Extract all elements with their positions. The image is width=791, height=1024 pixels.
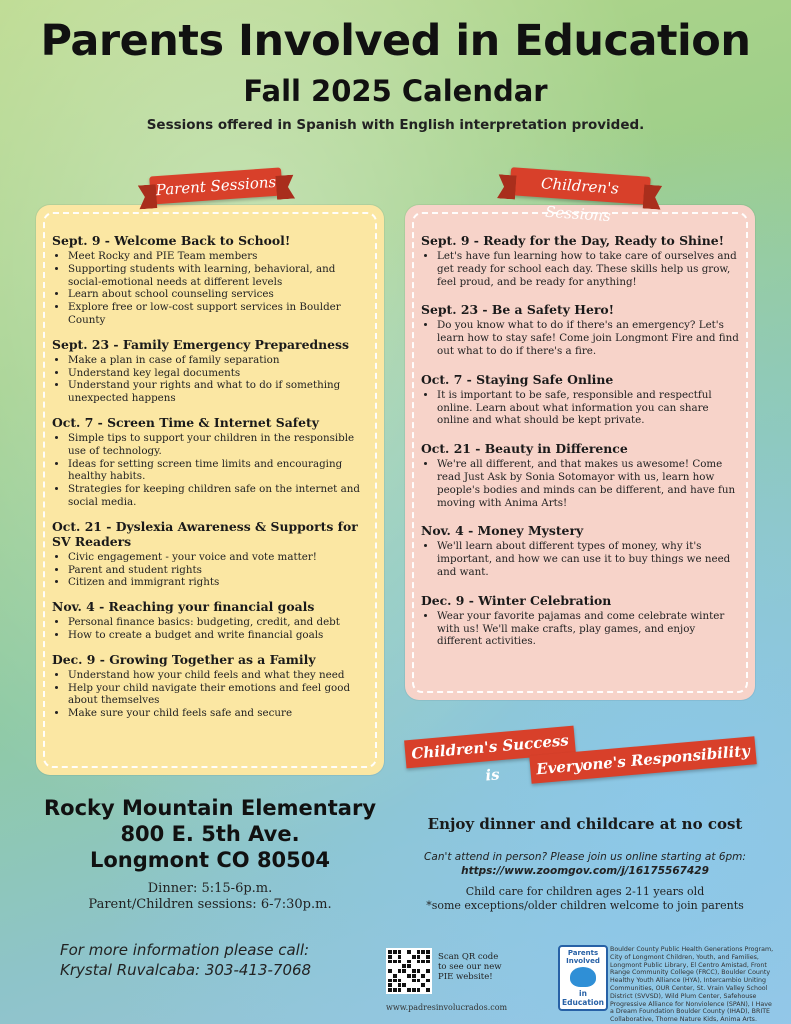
success-banner-line1: Children's Success is <box>404 726 576 769</box>
online-info <box>405 850 765 878</box>
parent-session <box>52 415 368 509</box>
child-session-items <box>421 610 739 648</box>
parent-session-title: Oct. 21 - Dyslexia Awareness & Supports for SV Readers <box>52 518 358 549</box>
parent-sessions-panel <box>36 205 384 775</box>
child-session-items <box>421 250 739 288</box>
parent-session-item: • Civic engagement - your voice and vote matter! <box>68 551 368 564</box>
dinner-time: Dinner: 5:15-6p.m. <box>147 881 273 896</box>
pie-logo <box>558 945 608 1011</box>
location-block <box>20 795 400 913</box>
logo-text-bottom: in Education <box>562 989 604 1007</box>
parent-session-item: • Simple tips to support your children in the responsible use of technology. <box>68 432 368 458</box>
parent-session-item: • Learn about school counseling services <box>68 288 368 301</box>
child-session-title: Sept. 23 - Be a Safety Hero! <box>421 302 615 318</box>
children-sessions-panel <box>405 205 755 700</box>
child-session-item: • Do you know what to do if there's an emergency? Let's learn how to stay safe! Come join Longmont Fire and find out what to do if there's a fire. <box>437 319 739 357</box>
child-session-items <box>421 319 739 357</box>
parent-session-item: • Explore free or low-cost support services in Boulder County <box>68 301 368 327</box>
parent-session-item: • Citizen and immigrant rights <box>68 576 368 589</box>
zoom-link[interactable]: https://www.zoomgov.com/j/16175567429 <box>461 865 709 877</box>
child-session <box>421 441 739 509</box>
parent-session-title: Sept. 23 - Family Emergency Preparedness <box>52 336 349 352</box>
parent-session-item: • Parent and student rights <box>68 564 368 577</box>
school-street: 800 E. 5th Ave. <box>120 822 300 846</box>
child-session-title: Sept. 9 - Ready for the Day, Ready to Shine! <box>421 233 725 248</box>
logo-text-top: Parents Involved <box>566 949 600 965</box>
parent-session-items <box>52 354 368 405</box>
child-session-item: • We'll learn about different types of money, why it's important, and how we can use it to buy things we need and want. <box>437 540 739 578</box>
parent-session-item: • Ideas for setting screen time limits and encouraging healthy habits. <box>68 458 368 484</box>
parent-session-items <box>52 669 368 720</box>
children-sessions-ribbon: Children's Sessions <box>509 167 651 205</box>
logo-shape-icon <box>570 967 596 987</box>
parent-session-items <box>52 616 368 642</box>
child-session <box>421 593 739 648</box>
child-session-item: • Let's have fun learning how to take care of ourselves and get ready for school each day. These skills help us grow, feel proud, and be ready for anything! <box>437 250 739 288</box>
contact-line-1: For more information please call: <box>60 941 310 959</box>
childcare-line-1: Child care for children ages 2-11 years old <box>465 885 705 898</box>
childcare-info <box>405 885 765 913</box>
child-session-item: • It is important to be safe, responsible and respectful online. Learn about what information you can share online and what should be kept private. <box>437 389 739 427</box>
parent-session-item: • Understand how your child feels and what they need <box>68 669 368 682</box>
child-session-items <box>421 540 739 578</box>
child-session-title: Dec. 9 - Winter Celebration <box>421 592 612 608</box>
session-time: Parent/Children sessions: 6-7:30p.m. <box>88 897 332 912</box>
parent-session-items <box>52 432 368 509</box>
page-title: Parents Involved in Education <box>40 16 751 66</box>
parent-session-title: Oct. 7 - Screen Time & Internet Safety <box>52 414 319 430</box>
parent-session-title: Sept. 9 - Welcome Back to School! <box>52 233 291 248</box>
child-session-title: Oct. 21 - Beauty in Difference <box>421 441 628 457</box>
parent-session <box>52 599 368 642</box>
child-session-item: • Wear your favorite pajamas and come celebrate winter with us! We'll make crafts, play games, and enjoy different activities. <box>437 610 739 648</box>
child-session <box>421 372 739 427</box>
parent-session-item: • Supporting students with learning, behavioral, and social-emotional needs at different levels <box>68 263 368 289</box>
partner-list: Boulder County Public Health Generations Program, City of Longmont Children, Youth, and Families, Longmont Public Library, El Centro Amistad, Front Range Community College (FRCC), Boulder County Healthy Youth Alliance (HYA), Intercambio Uniting Communities, OUR Center, St. Vrain Valley School District (SVVSD), Wild Plum Center, Safehouse Progressive Alliance for Nonviolence (SPAN), I Have a Dream Foundation Boulder County (IHAD), BRITE Collaborative, Thorne Nature Kids, Anima Arts. <box>610 946 774 1024</box>
qr-caption: Scan QR code to see our new PIE website! <box>438 952 502 982</box>
parent-session-item: • Make sure your child feels safe and secure <box>68 707 368 720</box>
contact-line-2: Krystal Ruvalcaba: 303-413-7068 <box>60 961 312 979</box>
parent-session <box>52 519 368 589</box>
qr-code[interactable] <box>386 948 432 994</box>
child-session-items <box>421 458 739 509</box>
success-banner-line2: Everyone's Responsibility <box>529 736 757 784</box>
parent-session-items <box>52 250 368 327</box>
parent-session-item: • Personal finance basics: budgeting, credit, and debt <box>68 616 368 629</box>
parent-session-items <box>52 551 368 589</box>
parent-session-item: • Understand your rights and what to do if something unexpected happens <box>68 379 368 405</box>
page-subtitle: Fall 2025 Calendar <box>243 74 548 108</box>
child-session <box>421 302 739 357</box>
parent-session <box>52 337 368 405</box>
parent-session <box>52 233 368 327</box>
parent-session-title: Nov. 4 - Reaching your financial goals <box>52 599 315 615</box>
child-session-items <box>421 389 739 427</box>
childcare-line-2: *some exceptions/older children welcome to join parents <box>426 899 744 912</box>
parent-session-item: • Meet Rocky and PIE Team members <box>68 250 368 263</box>
online-prompt: Can't attend in person? Please join us online starting at 6pm: <box>424 851 746 863</box>
child-session-item: • We're all different, and that makes us awesome! Come read Just Ask by Sonia Sotomayor with us, learn how people's bodies and minds can be different, and have fun moving with Anima Arts! <box>437 458 739 509</box>
child-session <box>421 523 739 578</box>
contact-info <box>60 940 370 980</box>
website-url[interactable]: www.padresinvolucrados.com <box>386 1003 508 1012</box>
parent-session-item: • Strategies for keeping children safe on the internet and social media. <box>68 483 368 509</box>
parent-session <box>52 652 368 720</box>
school-city: Longmont CO 80504 <box>89 848 331 872</box>
parent-session-item: • Understand key legal documents <box>68 367 368 380</box>
parent-sessions-ribbon: Parent Sessions <box>149 167 283 204</box>
parent-session-title: Dec. 9 - Growing Together as a Family <box>52 651 316 667</box>
child-session-title: Oct. 7 - Staying Safe Online <box>421 371 614 387</box>
parent-session-item: • Make a plan in case of family separation <box>68 354 368 367</box>
school-name: Rocky Mountain Elementary <box>43 796 377 820</box>
child-session-title: Nov. 4 - Money Mystery <box>421 523 584 539</box>
dinner-note: Enjoy dinner and childcare at no cost <box>427 815 743 833</box>
parent-session-item: • Help your child navigate their emotions and feel good about themselves <box>68 682 368 708</box>
parent-session-list <box>52 233 368 730</box>
language-note: Sessions offered in Spanish with English interpretation provided. <box>146 117 645 133</box>
child-session <box>421 233 739 288</box>
parent-session-item: • How to create a budget and write financial goals <box>68 629 368 642</box>
children-session-list <box>421 233 739 662</box>
